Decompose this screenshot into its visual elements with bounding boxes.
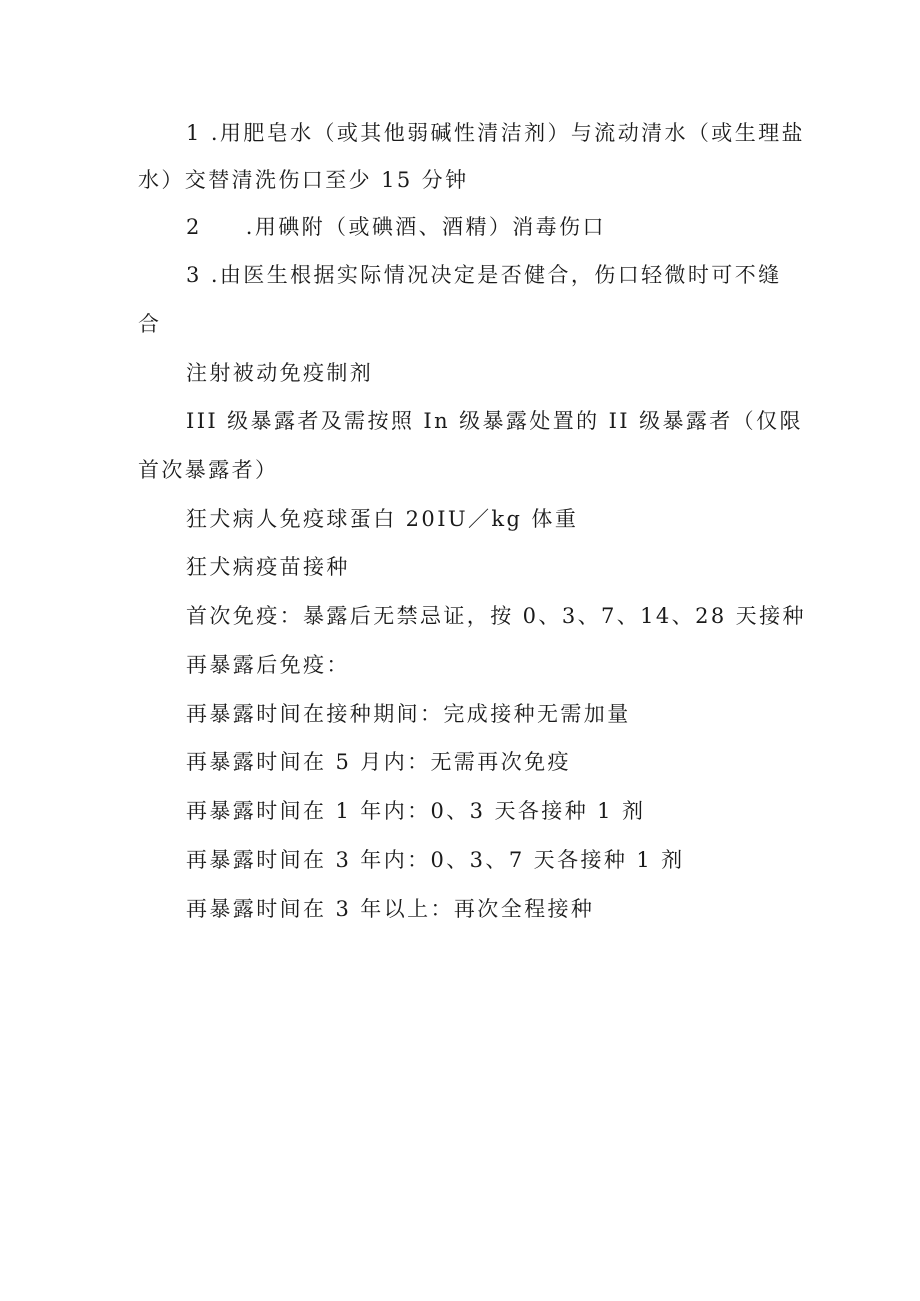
step-1-line-2: 水）交替清洗伤口至少 15 分钟	[138, 168, 469, 192]
step-3-line-2: 合	[138, 312, 162, 336]
step-2-number: 2	[186, 215, 202, 239]
first-immunization: 首次免疫：暴露后无禁忌证，按 0、3、7、14、28 天接种	[186, 604, 806, 628]
exposure-level-line-2: 首次暴露者）	[138, 458, 279, 482]
re-exposure-during-vaccination: 再暴露时间在接种期间：完成接种无需加量	[186, 702, 631, 726]
re-exposure-within-3-years: 再暴露时间在 3 年内：0、3、7 天各接种 1 剂	[186, 848, 685, 872]
re-exposure-within-5-months: 再暴露时间在 5 月内：无需再次免疫	[186, 750, 571, 774]
re-exposure-heading: 再暴露后免疫：	[186, 653, 350, 677]
step-2-line	[186, 212, 606, 242]
exposure-level-line-1: III 级暴露者及需按照 In 级暴露处置的 II 级暴露者（仅限	[186, 409, 803, 433]
section-heading-passive-immunization: 注射被动免疫制剂	[186, 361, 374, 385]
step-1-line-1: 1 .用肥皂水（或其他弱碱性清洁剂）与流动清水（或生理盐	[186, 121, 805, 145]
immunoglobulin-dose: 狂犬病人免疫球蛋白 20IU／kg 体重	[186, 507, 579, 531]
step-3-line-1: 3 .由医生根据实际情况决定是否健合，伤口轻微时可不缝	[186, 263, 782, 287]
section-heading-vaccination: 狂犬病疫苗接种	[186, 555, 350, 579]
re-exposure-within-1-year: 再暴露时间在 1 年内：0、3 天各接种 1 剂	[186, 799, 646, 823]
re-exposure-over-3-years: 再暴露时间在 3 年以上：再次全程接种	[186, 897, 595, 921]
step-2-text: .用碘附（或碘酒、酒精）消毒伤口	[245, 215, 606, 239]
